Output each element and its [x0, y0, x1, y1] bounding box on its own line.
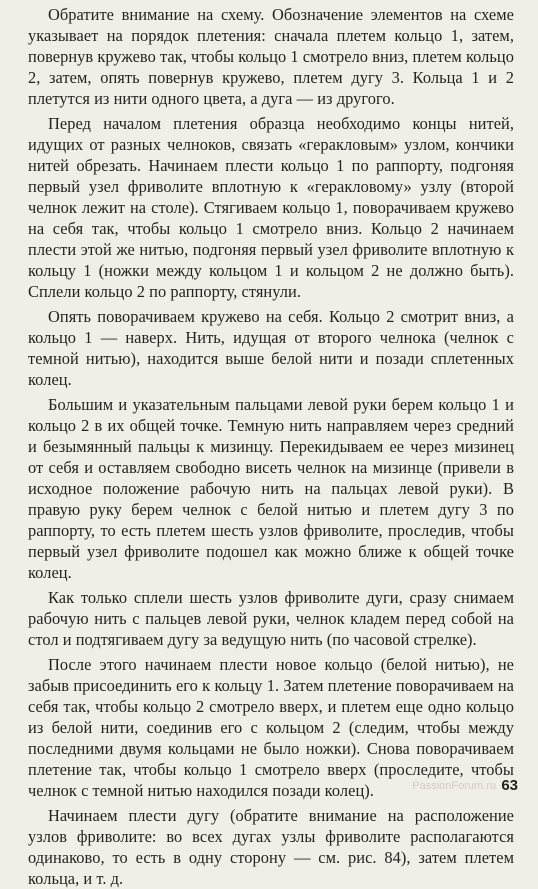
paragraph-6: После этого начинаем плести новое кольцо (белой нитью), не забыв присоединить его к кольцу 1. Затем плетение поворачиваем на себя так, чтобы кольцо 2 смотрело вверх, и плетем еще одно кольцо из белой нити, соединив его с кольцом 2 (следим, чтобы между последними двумя кольцами не было ножки). Снова поворачиваем плетение так, чтобы кольцо 1 смотрело вверх (проследите, чтобы челнок с темной нитью находился позади колец).	[28, 655, 514, 800]
paragraph-5: Как только сплели шесть узлов фриволите дуги, сразу снимаем рабочую нить с пальцев левой руки, челнок кладем перед собой на стол и подтягиваем дугу за ведущую нить (по часовой стрелке).	[28, 588, 514, 649]
paragraph-2: Перед началом плетения образца необходимо концы нитей, идущих от разных челноков, связать «геракловым» узлом, кончики нитей обрезать. Начинаем плести кольцо 1 по раппорту, подгоняя первый узел фриволите вплотную к «геракловому» узлу (второй челнок лежит на столе). Стягиваем кольцо 1, поворачиваем кружево на себя так, чтобы кольцо 1 смотрело вниз. Кольцо 2 начинаем плести этой же нитью, подгоняя первый узел фриволите вплотную к кольцу 1 (ножки между кольцом 1 и кольцом 2 не должно быть). Сплели кольцо 2 по раппорту, стянули.	[28, 114, 514, 301]
page-number: 63	[501, 777, 518, 794]
paragraph-3: Опять поворачиваем кружево на себя. Кольцо 2 смотрит вниз, а кольцо 1 — наверх. Нить, идущая от второго челнока (челнок с темной нитью), находится выше белой нити и позади сплетенных колец.	[28, 307, 514, 389]
watermark: PassionForum.ru	[412, 780, 496, 792]
paragraph-7: Начинаем плести дугу (обратите внимание на расположение узлов фриволите: во всех дугах узлы фриволите располагаются одинаково, то есть в одну сторону — см. рис. 84), затем плетем кольца, и т. д.	[28, 806, 514, 888]
paragraph-4: Большим и указательным пальцами левой руки берем кольцо 1 и кольцо 2 в их общей точке. Темную нить направляем через средний и безымянный пальцы к мизинцу. Перекидываем ее через мизинец от себя и оставляем свободно висеть челнок на мизинце (привели в исходное положение рабочую нить на пальцах левой руки). В правую руку берем челнок с белой нитью и плетем дугу 3 по раппорту, то есть плетем шесть узлов фриволите, проследив, чтобы первый узел фриволите подошел как можно ближе к общей точке колец.	[28, 395, 514, 582]
paragraph-1: Обратите внимание на схему. Обозначение элементов на схеме указывает на порядок плетения: сначала плетем кольцо 1, затем, повернув кружево так, чтобы кольцо 1 смотрело вниз, плетем кольцо 2, затем, опять повернув кружево, плетем дугу 3. Кольца 1 и 2 плетутся из нити одного цвета, а дуга — из другого.	[28, 5, 514, 108]
